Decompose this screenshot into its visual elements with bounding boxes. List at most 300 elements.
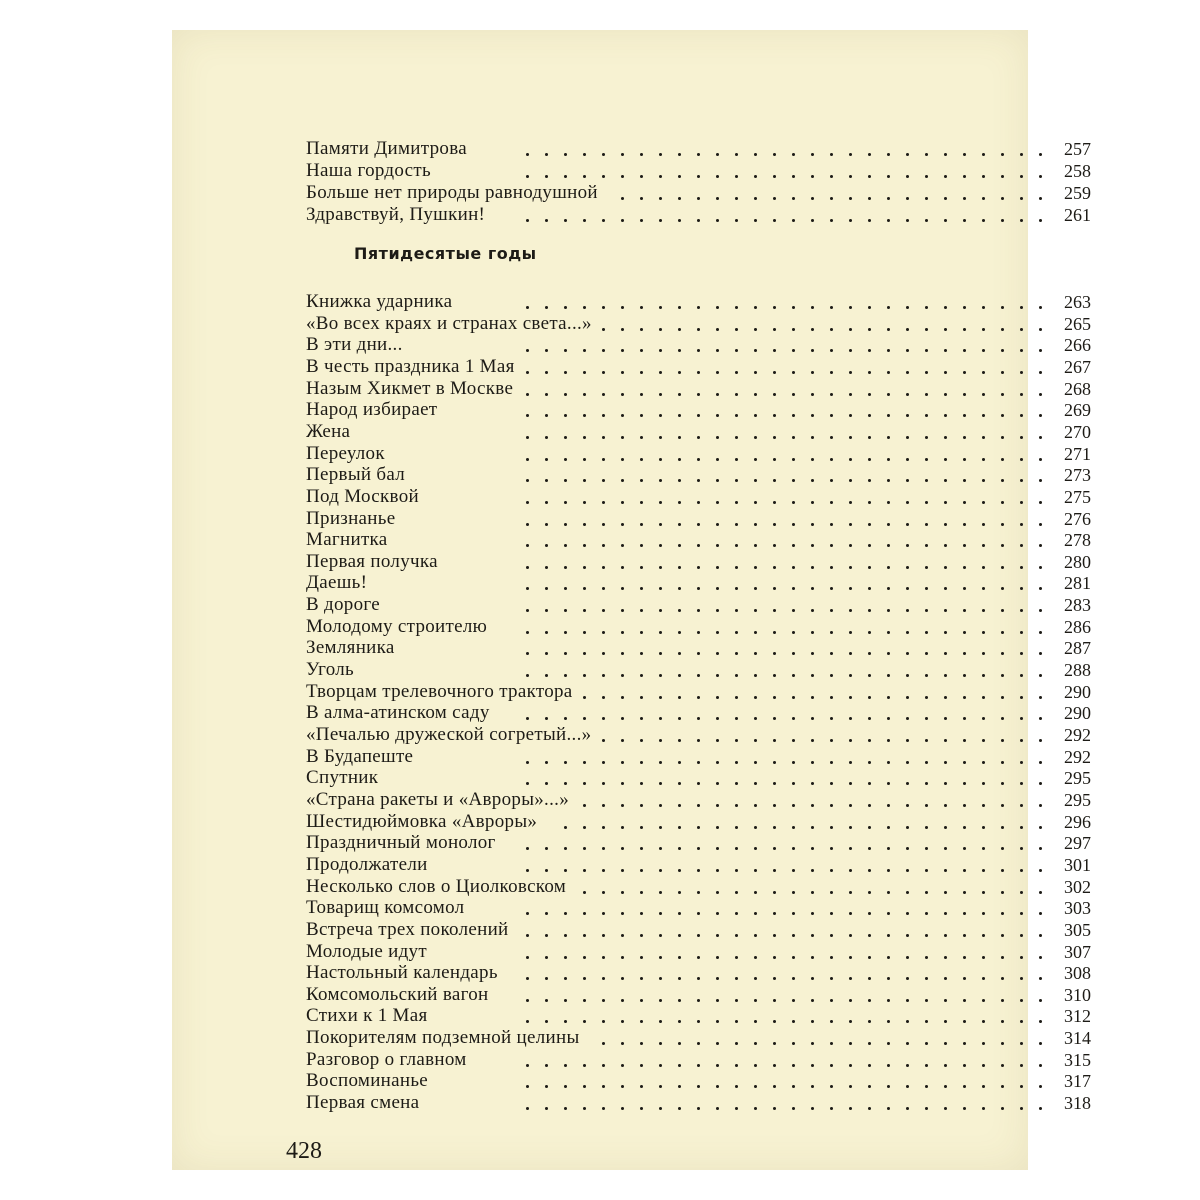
leader-dot — [659, 153, 662, 156]
leader-dot — [792, 717, 795, 720]
leader-dot — [925, 761, 928, 764]
leader-dot — [811, 306, 814, 309]
leader-dot — [659, 328, 662, 331]
leader-dot — [602, 1020, 605, 1023]
toc-entry-title: Творцам трелевочного трактора — [306, 681, 573, 702]
leader-dot — [1001, 566, 1004, 569]
leader-dot — [868, 912, 871, 915]
leader-dot — [849, 414, 852, 417]
leader-dot — [526, 717, 529, 720]
leader-dot — [906, 1107, 909, 1110]
dot-leader — [306, 1092, 1132, 1114]
leader-dot — [602, 479, 605, 482]
leader-dot — [526, 912, 529, 915]
leader-dot — [583, 544, 586, 547]
leader-dot — [982, 1042, 985, 1045]
leader-dot — [754, 782, 757, 785]
leader-dot — [735, 479, 738, 482]
leader-dot — [545, 501, 548, 504]
leader-dot — [564, 306, 567, 309]
leader-dot — [830, 977, 833, 980]
leader-dot — [640, 977, 643, 980]
leader-dot — [583, 414, 586, 417]
leader-dot — [640, 393, 643, 396]
leader-dot — [735, 436, 738, 439]
leader-dot — [982, 674, 985, 677]
toc-entry-title: В алма-атинском саду — [306, 702, 490, 723]
leader-dot — [1039, 479, 1042, 482]
leader-dot — [716, 674, 719, 677]
leader-dot — [716, 479, 719, 482]
leader-dot — [773, 999, 776, 1002]
leader-dot — [659, 436, 662, 439]
leader-dot — [925, 934, 928, 937]
leader-dot — [887, 999, 890, 1002]
leader-dot — [621, 175, 624, 178]
book-page — [172, 30, 1091, 1170]
leader-dot — [1001, 1085, 1004, 1088]
leader-dot — [545, 479, 548, 482]
leader-dot — [678, 566, 681, 569]
leader-dot — [564, 934, 567, 937]
leader-dot — [754, 1085, 757, 1088]
leader-dot — [621, 1107, 624, 1110]
leader-dot — [678, 696, 681, 699]
leader-dot — [602, 782, 605, 785]
leader-dot — [982, 175, 985, 178]
leader-dot — [583, 1020, 586, 1023]
leader-dot — [906, 761, 909, 764]
leader-dot — [830, 631, 833, 634]
leader-dot — [678, 912, 681, 915]
leader-dot — [792, 436, 795, 439]
leader-dot — [925, 1107, 928, 1110]
leader-dot — [697, 197, 700, 200]
leader-dot — [944, 999, 947, 1002]
dot-leader — [306, 962, 1132, 984]
leader-dot — [621, 328, 624, 331]
toc-entry-page: 314 — [1064, 1028, 1091, 1048]
leader-dot — [716, 1020, 719, 1023]
leader-dot — [887, 414, 890, 417]
leader-dot — [792, 1064, 795, 1067]
leader-dot — [887, 717, 890, 720]
leader-dot — [754, 393, 757, 396]
leader-dot — [849, 847, 852, 850]
leader-dot — [1020, 328, 1023, 331]
leader-dot — [678, 717, 681, 720]
leader-dot — [697, 349, 700, 352]
leader-dot — [659, 631, 662, 634]
leader-dot — [811, 1020, 814, 1023]
leader-dot — [868, 458, 871, 461]
leader-dot — [906, 393, 909, 396]
leader-dot — [754, 717, 757, 720]
leader-dot — [1039, 869, 1042, 872]
leader-dot — [773, 349, 776, 352]
leader-dot — [887, 1042, 890, 1045]
leader-dot — [982, 371, 985, 374]
toc-entry-title: Больше нет природы равнодушной — [306, 182, 598, 203]
leader-dot — [716, 717, 719, 720]
leader-dot — [1020, 977, 1023, 980]
leader-dot — [944, 371, 947, 374]
leader-dot — [1039, 631, 1042, 634]
leader-dot — [602, 934, 605, 937]
leader-dot — [583, 999, 586, 1002]
toc-entry-page: 303 — [1064, 898, 1091, 918]
toc-entry — [306, 702, 1132, 724]
leader-dot — [1020, 891, 1023, 894]
leader-dot — [716, 891, 719, 894]
leader-dot — [583, 609, 586, 612]
leader-dot — [754, 761, 757, 764]
leader-dot — [735, 501, 738, 504]
leader-dot — [925, 436, 928, 439]
leader-dot — [564, 717, 567, 720]
leader-dot — [849, 1085, 852, 1088]
toc-entry-title: Молодые идут — [306, 941, 427, 962]
leader-dot — [906, 739, 909, 742]
leader-dot — [697, 436, 700, 439]
leader-dot — [697, 717, 700, 720]
leader-dot — [526, 869, 529, 872]
toc-entry-page: 317 — [1064, 1071, 1091, 1091]
leader-dot — [830, 847, 833, 850]
leader-dot — [906, 414, 909, 417]
leader-dot — [963, 1085, 966, 1088]
leader-dot — [716, 219, 719, 222]
leader-dot — [754, 306, 757, 309]
leader-dot — [849, 999, 852, 1002]
leader-dot — [583, 458, 586, 461]
leader-dot — [659, 782, 662, 785]
leader-dot — [640, 219, 643, 222]
leader-dot — [982, 782, 985, 785]
toc-entry-page: 258 — [1064, 161, 1091, 181]
leader-dot — [906, 717, 909, 720]
leader-dot — [944, 219, 947, 222]
leader-dot — [792, 328, 795, 331]
leader-dot — [526, 1064, 529, 1067]
leader-dot — [868, 219, 871, 222]
toc-entry — [306, 984, 1132, 1006]
leader-dot — [621, 587, 624, 590]
leader-dot — [811, 912, 814, 915]
leader-dot — [564, 219, 567, 222]
leader-dot — [697, 153, 700, 156]
leader-dot — [621, 999, 624, 1002]
leader-dot — [963, 1042, 966, 1045]
leader-dot — [602, 717, 605, 720]
leader-dot — [925, 349, 928, 352]
leader-dot — [1039, 609, 1042, 612]
leader-dot — [830, 1107, 833, 1110]
leader-dot — [621, 631, 624, 634]
leader-dot — [830, 869, 833, 872]
leader-dot — [830, 219, 833, 222]
toc-entry-page: 259 — [1064, 183, 1091, 203]
leader-dot — [640, 153, 643, 156]
leader-dot — [1020, 631, 1023, 634]
leader-dot — [773, 328, 776, 331]
leader-dot — [754, 696, 757, 699]
leader-dot — [906, 1042, 909, 1045]
leader-dot — [583, 393, 586, 396]
leader-dot — [868, 1064, 871, 1067]
leader-dot — [526, 479, 529, 482]
leader-dot — [697, 393, 700, 396]
leader-dot — [1020, 306, 1023, 309]
leader-dot — [735, 782, 738, 785]
leader-dot — [716, 977, 719, 980]
leader-dot — [906, 652, 909, 655]
toc-entry-title: Здравствуй, Пушкин! — [306, 204, 486, 225]
dot-leader — [306, 724, 1132, 746]
leader-dot — [678, 869, 681, 872]
leader-dot — [868, 977, 871, 980]
leader-dot — [1001, 328, 1004, 331]
leader-dot — [982, 153, 985, 156]
leader-dot — [887, 197, 890, 200]
leader-dot — [982, 414, 985, 417]
leader-dot — [868, 1085, 871, 1088]
leader-dot — [716, 197, 719, 200]
leader-dot — [735, 306, 738, 309]
leader-dot — [792, 891, 795, 894]
toc-entry-page: 263 — [1064, 292, 1091, 312]
leader-dot — [640, 566, 643, 569]
leader-dot — [1039, 436, 1042, 439]
leader-dot — [811, 739, 814, 742]
leader-dot — [602, 1064, 605, 1067]
leader-dot — [887, 912, 890, 915]
toc-entry-title: В честь праздника 1 Мая — [306, 356, 515, 377]
leader-dot — [640, 479, 643, 482]
leader-dot — [849, 652, 852, 655]
leader-dot — [621, 1020, 624, 1023]
dot-leader — [306, 399, 1132, 421]
toc-entry — [306, 204, 1132, 226]
leader-dot — [982, 197, 985, 200]
leader-dot — [526, 436, 529, 439]
leader-dot — [830, 458, 833, 461]
leader-dot — [773, 175, 776, 178]
leader-dot — [583, 587, 586, 590]
leader-dot — [659, 458, 662, 461]
leader-dot — [963, 393, 966, 396]
leader-dot — [1020, 219, 1023, 222]
leader-dot — [849, 523, 852, 526]
leader-dot — [868, 587, 871, 590]
toc-entry — [306, 1049, 1132, 1071]
leader-dot — [754, 197, 757, 200]
leader-dot — [773, 219, 776, 222]
leader-dot — [754, 804, 757, 807]
dot-leader — [306, 356, 1132, 378]
leader-dot — [678, 1107, 681, 1110]
leader-dot — [659, 219, 662, 222]
leader-dot — [849, 739, 852, 742]
dot-leader — [306, 832, 1132, 854]
leader-dot — [811, 826, 814, 829]
toc-entry-title: Первая получка — [306, 551, 438, 572]
leader-dot — [1020, 175, 1023, 178]
toc-entry-page: 286 — [1064, 617, 1091, 637]
leader-dot — [583, 761, 586, 764]
leader-dot — [1039, 328, 1042, 331]
toc-entry-title: Настольный календарь — [306, 962, 498, 983]
dot-leader — [306, 421, 1132, 443]
leader-dot — [773, 414, 776, 417]
toc-entry-page: 266 — [1064, 335, 1091, 355]
leader-dot — [811, 414, 814, 417]
leader-dot — [1020, 153, 1023, 156]
leader-dot — [754, 523, 757, 526]
leader-dot — [792, 587, 795, 590]
toc-entry-title: Стихи к 1 Мая — [306, 1005, 428, 1026]
leader-dot — [868, 869, 871, 872]
leader-dot — [1020, 609, 1023, 612]
toc-entry-title: Первая смена — [306, 1092, 420, 1113]
leader-dot — [602, 436, 605, 439]
leader-dot — [773, 1107, 776, 1110]
leader-dot — [716, 1042, 719, 1045]
leader-dot — [1039, 782, 1042, 785]
leader-dot — [735, 1042, 738, 1045]
leader-dot — [982, 739, 985, 742]
leader-dot — [602, 393, 605, 396]
leader-dot — [545, 761, 548, 764]
leader-dot — [811, 977, 814, 980]
leader-dot — [678, 999, 681, 1002]
leader-dot — [963, 977, 966, 980]
leader-dot — [830, 1020, 833, 1023]
leader-dot — [925, 371, 928, 374]
leader-dot — [1020, 1020, 1023, 1023]
leader-dot — [773, 371, 776, 374]
leader-dot — [773, 652, 776, 655]
leader-dot — [659, 847, 662, 850]
leader-dot — [564, 977, 567, 980]
toc-entry — [306, 421, 1132, 443]
leader-dot — [925, 674, 928, 677]
leader-dot — [1039, 826, 1042, 829]
leader-dot — [659, 696, 662, 699]
leader-dot — [773, 1064, 776, 1067]
leader-dot — [735, 847, 738, 850]
leader-dot — [526, 631, 529, 634]
dot-leader — [306, 897, 1132, 919]
leader-dot — [754, 544, 757, 547]
leader-dot — [963, 349, 966, 352]
leader-dot — [963, 328, 966, 331]
leader-dot — [849, 631, 852, 634]
leader-dot — [906, 523, 909, 526]
leader-dot — [735, 587, 738, 590]
leader-dot — [1001, 1020, 1004, 1023]
leader-dot — [944, 761, 947, 764]
leader-dot — [944, 414, 947, 417]
leader-dot — [716, 804, 719, 807]
leader-dot — [944, 306, 947, 309]
leader-dot — [545, 175, 548, 178]
leader-dot — [830, 479, 833, 482]
leader-dot — [982, 696, 985, 699]
leader-dot — [564, 826, 567, 829]
leader-dot — [602, 696, 605, 699]
toc-entry-page: 269 — [1064, 400, 1091, 420]
leader-dot — [1001, 652, 1004, 655]
leader-dot — [678, 501, 681, 504]
leader-dot — [640, 826, 643, 829]
leader-dot — [602, 544, 605, 547]
leader-dot — [982, 934, 985, 937]
leader-dot — [621, 891, 624, 894]
leader-dot — [526, 847, 529, 850]
leader-dot — [773, 761, 776, 764]
leader-dot — [545, 587, 548, 590]
leader-dot — [735, 544, 738, 547]
leader-dot — [697, 977, 700, 980]
leader-dot — [1001, 869, 1004, 872]
leader-dot — [716, 999, 719, 1002]
dot-leader — [306, 443, 1132, 465]
leader-dot — [830, 1085, 833, 1088]
leader-dot — [640, 696, 643, 699]
leader-dot — [1039, 587, 1042, 590]
leader-dot — [545, 153, 548, 156]
leader-dot — [868, 999, 871, 1002]
leader-dot — [792, 674, 795, 677]
leader-dot — [602, 501, 605, 504]
leader-dot — [754, 934, 757, 937]
leader-dot — [640, 761, 643, 764]
leader-dot — [887, 371, 890, 374]
leader-dot — [1020, 501, 1023, 504]
leader-dot — [1039, 414, 1042, 417]
leader-dot — [564, 479, 567, 482]
leader-dot — [1001, 349, 1004, 352]
leader-dot — [1001, 371, 1004, 374]
leader-dot — [735, 999, 738, 1002]
leader-dot — [887, 349, 890, 352]
leader-dot — [678, 652, 681, 655]
leader-dot — [944, 739, 947, 742]
leader-dot — [564, 566, 567, 569]
leader-dot — [906, 977, 909, 980]
dot-leader — [306, 702, 1132, 724]
dot-leader — [306, 941, 1132, 963]
leader-dot — [1020, 458, 1023, 461]
leader-dot — [735, 977, 738, 980]
toc-entry-page: 302 — [1064, 877, 1091, 897]
leader-dot — [792, 652, 795, 655]
leader-dot — [735, 761, 738, 764]
leader-dot — [697, 1085, 700, 1088]
leader-dot — [545, 1020, 548, 1023]
leader-dot — [526, 674, 529, 677]
leader-dot — [944, 197, 947, 200]
leader-dot — [1039, 804, 1042, 807]
leader-dot — [944, 501, 947, 504]
leader-dot — [697, 609, 700, 612]
leader-dot — [564, 761, 567, 764]
leader-dot — [925, 393, 928, 396]
leader-dot — [1020, 479, 1023, 482]
leader-dot — [697, 739, 700, 742]
leader-dot — [545, 566, 548, 569]
